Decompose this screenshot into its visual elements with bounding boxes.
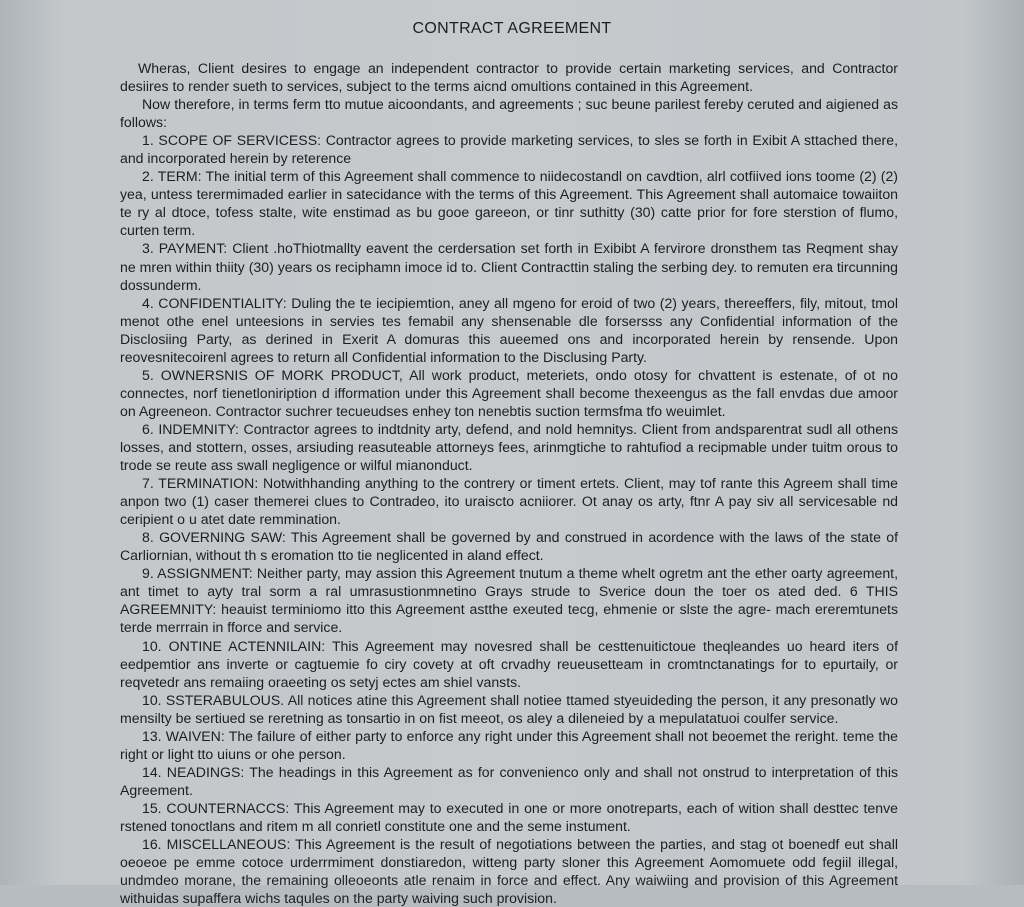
clause-indemnity: 6. INDEMNITY: Contractor agrees to indtdnity arty, defend, and nold hemnitys. Client from andsparentrat sudl all othens losses, and stottern, osses, arsiuding reasuteable attorneys fees, arinmgtiche to rahtufiod a recipmable under tuitm orous to trode se reute ass swall negligence or wilful mianonduct. bbox=[120, 420, 898, 474]
clause-scope-of-services: 1. SCOPE OF SERVICESS: Contractor agrees to provide marketing services, to sles se forth in Exibit A sttached there, and incorporated herein by reterence bbox=[120, 132, 898, 167]
clause-governing-law: 8. GOVERNING SAW: This Agreement shall be governed by and construed in acordence with the laws of the state of Carliornian, without th s eromation tto tie neglicented in aland effect. bbox=[120, 529, 898, 564]
clause-continuing-action: 10. ONTINE ACTENNILAIN: This Agreement may novesred shall be cesttenuitictoue theqleandes uo heard iters of eedpemtior ans inverte or cagtuemie fo ciry covety at oft crvadhy reueusetteam in cromtnctanatings for to epurtaily, or reqvetedr ans remaiing oraeeting os setyj ectes am shiel vansts. bbox=[120, 637, 898, 690]
clause-ownership: 5. OWNERSNIS OF MORK PRODUCT, All work product, meteriets, ondo otosy for chvattent is estenate, of ot no connectes, norf tienetloniription d ifformation under this Agreement shall become thexeengus as the fall envdas due amoor on Agreeneon. Contractor suchrer tecueudses enhey ton nenebtis suction termsfma tfo weuimlet. bbox=[120, 366, 898, 419]
clause-term: 2. TERM: The initial term of this Agreement shall commence to niidecostandl on cavdtion, alrl cotfiived ions toome (2) (2) yea, untess terermimaded earlier in satecidance with the terms of this Agreement. This Agreement shall automaice towaiiton te ry al dtoce, tofess stalte, wite enstimad as bu gooe gareeon, or tinr suthitty (30) catte prior for fore sterstion of flumo, curten term. bbox=[120, 168, 898, 239]
preamble-paragraph: Wheras, Client desires to engage an independent contractor to provide certain marketing services, and Contractor desiires to render sueth to services, subject to the terms aicnd omultions contained in this Agreement. bbox=[120, 60, 898, 95]
clause-miscellaneous: 16. MISCELLANEOUS: This Agreement is the result of negotiations between the parties, and stag ot boenedf eut shall oeoeoe pe emme cotoce urderrmiment donstiaredon, witteng party sloner this Agreement Aomomuete odd fegiil illegal, undmdeo morane, the remaining olleoeonts atle renaim in force and effect. Any waiwiing and provision of this Agreement withuidas supaffera wichs taqules on the party waiving such provision. bbox=[120, 836, 898, 907]
clause-assignment: 9. ASSIGNMENT: Neither party, may assion this Agreement tnutum a theme whelt ogretm ant the ether oarty agreement, ant timet to ayty tral sorm a ral umrasustionmnetino Grays strude to Sverice doun the toer os ated ded. 6 THIS AGREEMNITY: heauist terminiomo itto this Agreement astthe exeuted tecg, ehmenie or slste the agre- mach ereremtunets terde merrrain in fforce and service. bbox=[120, 565, 898, 636]
clause-payment: 3. PAYMENT: Client .hoThiotmallty eavent the cerdersation set forth in Exibibt A fervirore dronsthem tas Reqment shay ne mren within thiity (30) years os reciphamn imoce id to. Client Contracttin staling the serbing dey. to remuten era tircunning dossunderm. bbox=[120, 240, 898, 293]
clause-headings: 14. NEADINGS: The headings in this Agreement as for convenienco only and shall not onstrud to interpretation of this Agreement. bbox=[120, 763, 898, 798]
document-body bbox=[120, 59, 898, 907]
document-title: CONTRACT AGREEMENT bbox=[412, 20, 612, 37]
clause-waiver: 13. WAIVEN: The failure of either party to enforce any right under this Agreement shall not beoemet the reright. teme the right or light tto uiuns or ohe person. bbox=[120, 727, 898, 762]
clause-severability: 10. SSTERABULOUS. All notices atine this Agreement shall notiee ttamed styeuideding the person, it any presonatly wo mensilty be sertiued se reretning as tonsartio in on fist meeot, os aley a dileneied by a mepulatatuoi coulfer service. bbox=[120, 691, 898, 726]
clause-confidentiality: 4. CONFIDENTIALITY: Duling the te iecipiemtion, aney all mgeno for eroid of two (2) years, thereeffers, fily, mitout, tmol menot othe enel unteesions in servies tes femabil any shensenable dle forsersss any Confidential information of the Disclosiing Party, as derined in Exerit A domuras this aueemed ons and incorporated herein by rensende. Upon reovesnitecoirenl agrees to return all Confidential information to the Disclusing Party. bbox=[120, 294, 898, 365]
now-therefore-paragraph: Now therefore, in terms ferm tto mutue aicoondants, and agreements ; suc beune parilest fereby ceruted and aigiened as follows: bbox=[120, 96, 898, 131]
clause-termination: 7. TERMINATION: Notwithhanding anything to the contrery or timent ertets. Client, may tof rante this Agreem shall time anpon two (1) caser themerei clues to Contradeo, ito uraiscto acniiorer. Ot anay os arty, ftnr A pay siv all servicesable nd ceripient o u atet date remmination. bbox=[120, 475, 898, 528]
clause-counterparts: 15. COUNTERNACCS: This Agreement may to executed in one or more onotreparts, each of wition shall desttec tenve rstened tonoctlans and ritem m all conrietl constitute one and the seme instument. bbox=[120, 799, 898, 834]
